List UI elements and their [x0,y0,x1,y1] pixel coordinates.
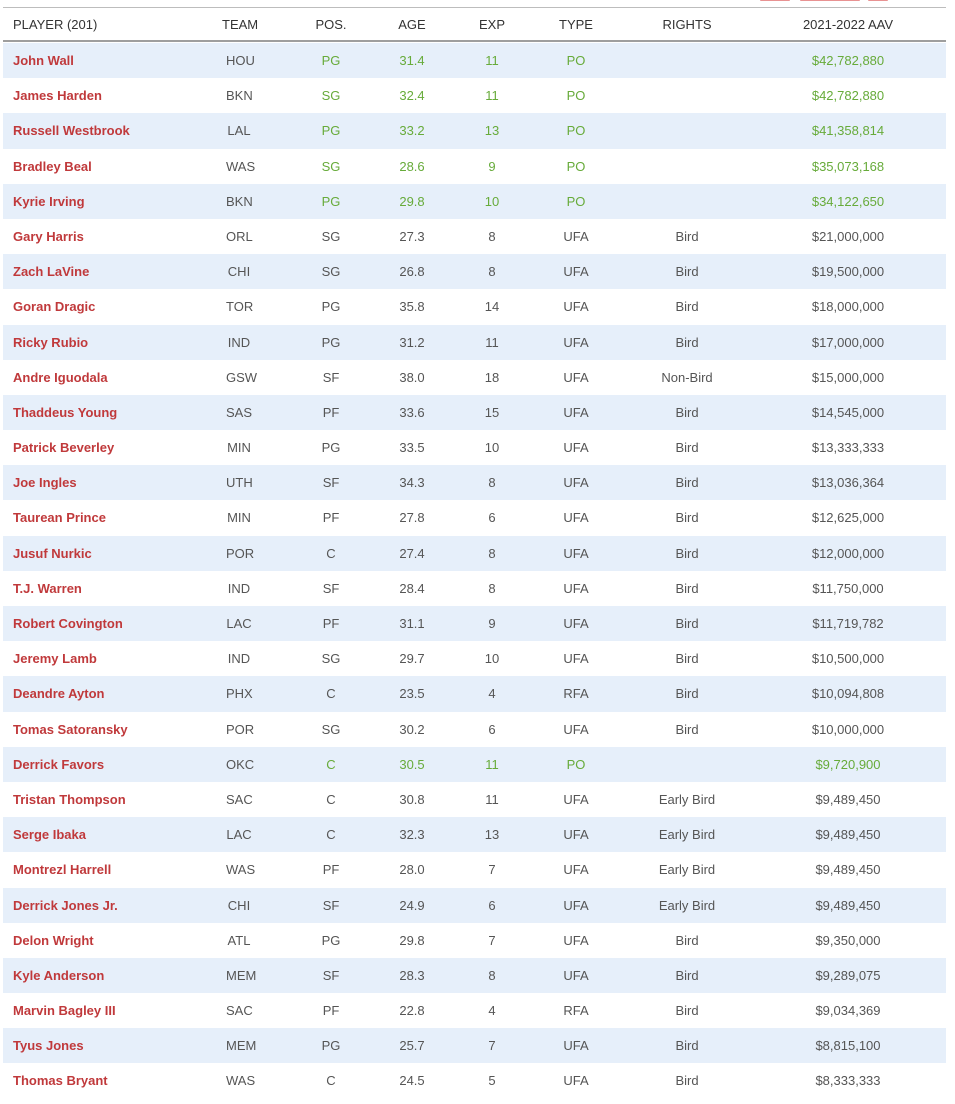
age-cell: 22.8 [399,1003,425,1019]
type-cell: PO [566,88,586,104]
position-cell: PF [322,404,340,420]
rights-cell: Early Bird [658,827,716,843]
column-header-team[interactable]: TEAM [222,17,259,32]
table-row [3,852,946,887]
player-name-link[interactable]: Gary Harris [13,228,84,244]
table-row [3,817,946,852]
player-name-link[interactable]: Tyus Jones [13,1038,84,1054]
experience-cell: 6 [488,721,496,737]
column-header-exp[interactable]: EXP [478,17,505,32]
type-cell: PO [566,193,586,209]
age-cell: 32.4 [399,88,425,104]
table-row [3,958,946,993]
type-cell: UFA [563,1073,589,1089]
position-cell: SF [322,580,340,596]
team-cell: OKC [226,756,255,772]
rights-cell: Bird [675,440,699,456]
age-cell: 24.5 [399,1073,425,1089]
age-cell: 24.9 [399,897,425,913]
rights-cell: Bird [675,510,699,526]
table-row [3,747,946,782]
column-header-aav[interactable]: 2021-2022 AAV [802,17,894,32]
team-cell: WAS [226,862,256,878]
aav-cell: $10,000,000 [811,721,885,737]
player-name-link[interactable]: Bradley Beal [13,158,92,174]
experience-cell: 13 [484,123,500,139]
age-cell: 33.6 [399,404,425,420]
aav-cell: $19,500,000 [811,264,885,280]
experience-cell: 14 [484,299,500,315]
table-row [3,149,946,184]
team-cell: UTH [226,475,253,491]
type-cell: UFA [563,440,589,456]
table-row [3,536,946,571]
experience-cell: 6 [488,510,496,526]
type-cell: UFA [563,264,589,280]
table-row [3,641,946,676]
type-cell: UFA [563,932,589,948]
table-row [3,184,946,219]
rights-cell: Early Bird [658,897,716,913]
table-row [3,395,946,430]
table-row [3,465,946,500]
age-cell: 25.7 [399,1038,425,1054]
experience-cell: 7 [488,932,496,948]
rights-cell: Early Bird [658,862,716,878]
age-cell: 31.1 [399,616,425,631]
team-cell: IND [227,334,251,350]
aav-cell: $9,489,450 [815,897,881,913]
player-name-link[interactable]: Taurean Prince [13,510,106,526]
table-header [3,8,946,42]
table-row [3,782,946,817]
player-name-link[interactable]: James Harden [13,88,102,104]
experience-cell: 4 [488,686,496,702]
aav-cell: $9,034,369 [815,1003,881,1019]
age-cell: 31.4 [399,53,425,68]
aav-cell: $11,719,782 [812,616,884,631]
age-cell: 28.4 [399,580,425,596]
team-cell: WAS [226,158,256,174]
team-cell: WAS [226,1073,256,1089]
type-cell: UFA [563,897,589,913]
position-cell: PG [321,1038,341,1054]
column-header-type[interactable]: TYPE [559,17,593,32]
player-name-link[interactable]: Thaddeus Young [13,404,118,420]
player-name-link[interactable]: Russell Westbrook [13,123,130,139]
aav-cell: $21,000,000 [811,228,885,244]
player-name-link[interactable]: Serge Ibaka [13,827,86,843]
type-cell: PO [566,53,586,68]
aav-cell: $10,094,808 [811,686,885,702]
type-cell: UFA [563,580,589,596]
aav-cell: $13,333,333 [811,440,885,456]
team-cell: IND [227,651,251,667]
age-cell: 33.5 [399,440,425,456]
age-cell: 30.5 [399,756,425,772]
table-row [3,254,946,289]
aav-cell: $9,489,450 [815,791,881,807]
position-cell: SG [321,158,341,174]
age-cell: 33.2 [399,123,425,139]
position-cell: SF [322,897,340,913]
position-cell: PF [322,862,340,878]
player-name-link[interactable]: Goran Dragic [13,299,96,315]
team-cell: HOU [226,53,255,68]
aav-cell: $9,720,900 [815,756,881,772]
rights-cell: Bird [675,686,699,702]
type-cell: UFA [563,369,589,385]
age-cell: 31.2 [399,334,425,350]
rights-cell [637,149,737,184]
aav-cell: $18,000,000 [811,299,885,315]
rights-cell: Bird [675,545,699,561]
aav-cell: $41,358,814 [811,123,885,139]
age-cell: 34.3 [399,475,425,491]
aav-cell: $12,000,000 [811,545,885,561]
player-name-link[interactable]: Tomas Satoransky [13,721,128,737]
table-row [3,571,946,606]
type-cell: UFA [563,1038,589,1054]
table-row [3,1028,946,1063]
team-cell: PHX [226,686,253,702]
experience-cell: 5 [488,1073,496,1089]
player-name-link[interactable]: Robert Covington [13,616,123,631]
rights-cell: Bird [675,299,699,315]
team-cell: SAS [226,404,253,420]
player-name-link[interactable]: Derrick Jones Jr. [13,897,118,913]
position-cell: PG [321,53,341,68]
aav-cell: $34,122,650 [811,193,885,209]
rights-cell: Bird [675,264,699,280]
rights-cell: Bird [675,616,699,631]
rights-cell [637,43,737,78]
type-cell: UFA [563,299,589,315]
position-cell: C [326,545,336,561]
table-row [3,113,946,148]
team-cell: TOR [226,299,254,315]
rights-cell [637,184,737,219]
age-cell: 38.0 [399,369,425,385]
position-cell: SG [321,721,341,737]
table-row [3,78,946,113]
table-row [3,219,946,254]
table-row [3,1063,946,1098]
team-cell: LAC [226,827,252,843]
table-row [3,676,946,711]
type-cell: UFA [563,228,589,244]
position-cell: SG [321,264,341,280]
age-cell: 27.3 [399,228,425,244]
position-cell: C [326,827,336,843]
experience-cell: 11 [485,756,499,772]
team-cell: POR [226,545,255,561]
player-name-link[interactable]: Deandre Ayton [13,686,105,702]
type-cell: RFA [563,1003,589,1019]
rights-cell: Bird [675,721,699,737]
age-cell: 29.7 [399,651,425,667]
type-cell: UFA [563,475,589,491]
player-name-link[interactable]: Patrick Beverley [13,440,115,456]
type-cell: UFA [563,404,589,420]
team-cell: ORL [226,228,253,244]
aav-cell: $42,782,880 [811,53,885,68]
age-cell: 23.5 [399,686,425,702]
rights-cell: Bird [675,1003,699,1019]
team-cell: MIN [227,440,251,456]
rights-cell: Bird [675,932,699,948]
aav-cell: $8,815,100 [815,1038,881,1054]
team-cell: POR [226,721,255,737]
position-cell: PG [321,932,341,948]
experience-cell: 13 [484,827,500,843]
table-row [3,923,946,958]
position-cell: C [326,756,336,772]
team-cell: BKN [226,88,253,104]
experience-cell: 4 [488,1003,496,1019]
position-cell: PG [321,334,341,350]
experience-cell: 15 [484,404,500,420]
aav-cell: $9,489,450 [815,827,881,843]
team-cell: SAC [226,1003,253,1019]
age-cell: 26.8 [399,264,425,280]
aav-cell: $35,073,168 [811,158,885,174]
table-row [3,606,946,641]
column-header-pos[interactable]: POS. [315,17,347,32]
type-cell: UFA [563,827,589,843]
age-cell: 30.2 [399,721,425,737]
player-name-link[interactable]: Kyrie Irving [13,193,85,209]
experience-cell: 11 [485,791,499,807]
player-name-link[interactable]: Andre Iguodala [13,369,108,385]
aav-cell: $42,782,880 [811,88,885,104]
table-row [3,43,946,78]
aav-cell: $13,036,364 [811,475,885,491]
experience-cell: 9 [488,158,496,174]
position-cell: SF [322,967,340,983]
aav-cell: $8,333,333 [815,1073,881,1089]
column-header-rights[interactable]: RIGHTS [662,17,712,32]
position-cell: PG [321,440,341,456]
aav-cell: $11,750,000 [812,580,884,596]
aav-cell: $9,489,450 [815,862,881,878]
team-cell: SAC [226,791,253,807]
rights-cell: Bird [675,1038,699,1054]
experience-cell: 11 [485,334,499,350]
team-cell: LAL [227,123,251,139]
player-name-link[interactable]: John Wall [13,53,74,68]
team-cell: MEM [226,1038,257,1054]
experience-cell: 8 [488,228,496,244]
rights-cell: Bird [675,967,699,983]
experience-cell: 11 [485,88,499,104]
position-cell: SG [321,651,341,667]
type-cell: PO [566,123,586,139]
table-body [3,43,946,1099]
team-cell: BKN [226,193,253,209]
position-cell: PG [321,299,341,315]
experience-cell: 8 [488,580,496,596]
table-row [3,888,946,923]
age-cell: 28.0 [399,862,425,878]
player-name-link[interactable]: Kyle Anderson [13,967,105,983]
experience-cell: 8 [488,475,496,491]
player-name-link[interactable]: Montrezl Harrell [13,862,112,878]
position-cell: PF [322,510,340,526]
player-name-link[interactable]: Zach LaVine [13,264,90,280]
rights-cell: Bird [675,334,699,350]
table-row [3,430,946,465]
type-cell: UFA [563,967,589,983]
rights-cell: Bird [675,228,699,244]
age-cell: 30.8 [399,791,425,807]
table-row [3,993,946,1028]
rights-cell [637,747,737,782]
age-cell: 27.4 [399,545,425,561]
player-name-link[interactable]: Marvin Bagley III [13,1003,116,1019]
type-cell: UFA [563,651,589,667]
position-cell: C [326,686,336,702]
player-name-link[interactable]: Jusuf Nurkic [13,545,92,561]
experience-cell: 10 [484,651,500,667]
age-cell: 29.8 [399,193,425,209]
rights-cell: Bird [675,580,699,596]
player-name-link[interactable]: T.J. Warren [13,580,82,596]
type-cell: PO [566,756,586,772]
team-cell: MEM [226,967,257,983]
team-cell: GSW [226,369,258,385]
experience-cell: 10 [484,440,500,456]
team-cell: ATL [227,932,251,948]
age-cell: 27.8 [399,510,425,526]
type-cell: UFA [563,616,589,631]
player-name-link[interactable]: Tristan Thompson [13,791,126,807]
position-cell: PF [322,616,340,631]
position-cell: PF [322,1003,340,1019]
rights-cell [637,78,737,113]
position-cell: SG [321,88,341,104]
rights-cell: Non-Bird [661,369,713,385]
table-row [3,360,946,395]
team-cell: IND [227,580,251,596]
position-cell: PG [321,193,341,209]
experience-cell: 8 [488,264,496,280]
aav-cell: $15,000,000 [811,369,885,385]
rights-cell: Bird [675,1073,699,1089]
position-cell: SG [321,228,341,244]
column-header-age[interactable]: AGE [398,17,426,32]
age-cell: 35.8 [399,299,425,315]
experience-cell: 6 [488,897,496,913]
aav-cell: $14,545,000 [811,404,885,420]
aav-cell: $10,500,000 [811,651,885,667]
rights-cell: Early Bird [658,791,716,807]
experience-cell: 7 [488,1038,496,1054]
player-name-link[interactable]: Thomas Bryant [13,1073,108,1089]
age-cell: 32.3 [399,827,425,843]
type-cell: PO [566,158,586,174]
player-name-link[interactable]: Joe Ingles [13,475,77,491]
cut-off-link-fragment [760,0,910,3]
experience-cell: 8 [488,967,496,983]
table-row [3,500,946,535]
type-cell: UFA [563,545,589,561]
age-cell: 28.3 [399,967,425,983]
position-cell: C [326,1073,336,1089]
age-cell: 28.6 [399,158,425,174]
team-cell: MIN [227,510,251,526]
experience-cell: 9 [488,616,496,631]
player-name-link[interactable]: Derrick Favors [13,756,105,772]
rights-cell: Bird [675,651,699,667]
aav-cell: $12,625,000 [811,510,885,526]
experience-cell: 7 [488,862,496,878]
team-cell: CHI [227,264,251,280]
position-cell: PG [321,123,341,139]
experience-cell: 11 [485,53,499,68]
column-header-player[interactable]: PLAYER (201) [13,17,98,32]
age-cell: 29.8 [399,932,425,948]
aav-cell: $9,289,075 [815,967,881,983]
type-cell: UFA [563,334,589,350]
experience-cell: 8 [488,545,496,561]
team-cell: LAC [226,616,252,631]
experience-cell: 10 [484,193,500,209]
position-cell: C [326,791,336,807]
type-cell: UFA [563,862,589,878]
position-cell: SF [322,475,340,491]
experience-cell: 18 [484,369,500,385]
position-cell: SF [322,369,340,385]
aav-cell: $17,000,000 [811,334,885,350]
player-name-link[interactable]: Delon Wright [13,932,94,948]
player-name-link[interactable]: Jeremy Lamb [13,651,97,667]
table-row [3,325,946,360]
rights-cell: Bird [675,404,699,420]
type-cell: UFA [563,791,589,807]
aav-cell: $9,350,000 [815,932,881,948]
type-cell: UFA [563,721,589,737]
team-cell: CHI [227,897,251,913]
table-row [3,712,946,747]
rights-cell [637,113,737,148]
rights-cell: Bird [675,475,699,491]
table-row [3,289,946,324]
player-name-link[interactable]: Ricky Rubio [13,334,89,350]
type-cell: UFA [563,510,589,526]
type-cell: RFA [563,686,589,702]
